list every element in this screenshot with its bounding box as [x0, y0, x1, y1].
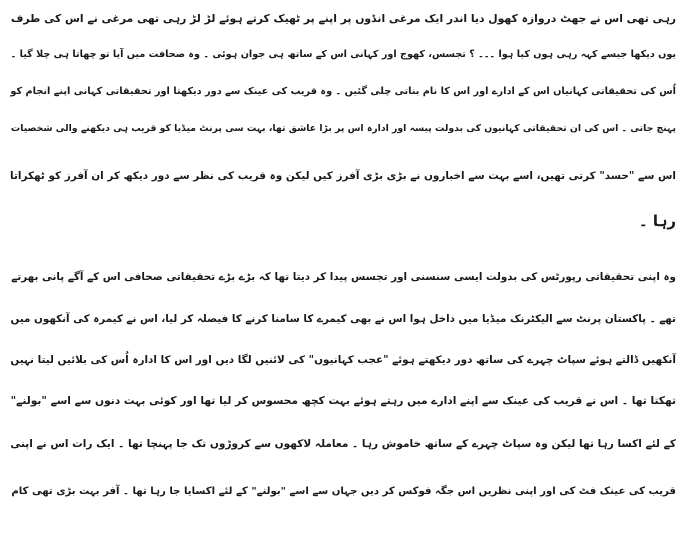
text-line: رہی تھی اس نے جھٹ دروازہ کھول دیا اندر ایک مرغی انڈوں پر اپنے پر ٹھیک کرتے ہوئے لڑ لڑ رہی تھی مرغی نے اس کی طرف: [10, 12, 676, 25]
text-line: یوں دیکھا جیسے کہہ رہی ہوں کیا ہوا ۔۔۔ ؟ تجسس، کھوج اور کہانی اس کے ساتھ ہی جوان ہوئی ۔ وہ صحافت میں آیا تو چھاتا ہی چلا گیا ۔: [10, 49, 676, 60]
text-line: تھے ۔ پاکستان پرنٹ سے الیکٹرنک میڈیا میں داخل ہوا اس نے بھی کیمرے کا سامنا کرنے کا فیصلہ کر لیا، اس نے کیمرہ کی آنکھوں میں: [10, 313, 676, 325]
text-line: وہ اپنی تحقیقاتی رپورٹس کی بدولت ایسی سنسنی اور تجسس پیدا کر دیتا تھا کہ بڑے بڑے تحقیقاتی صحافی اس کے آگے پانی بھرتے: [11, 271, 676, 283]
text-line: تھکتا تھا ۔ اس نے قریب کی عینک سے اپنے ادارے میں رہتے ہوئے بہت کچھ محسوس کر لیا تھا اور کوئی بہت دنوں سے اسے "بولنے": [10, 394, 676, 407]
text-line: قریب کی عینک فٹ کی اور اپنی نظریں اس جگہ فوکس کر دیں جہاں سے اسے "بولنے" کے لئے اکسایا جا رہا تھا ۔ آفر بہت بڑی تھی کام: [11, 486, 676, 497]
text-line: اُس کی تحقیقاتی کہانیاں اس کے ادارے اور اس کا نام بناتی چلی گئیں ۔ وہ قریب کی عینک سے دور دیکھتا اور تحقیقاتی کہانی اپنے انجام کو: [10, 86, 676, 97]
text-line: پہنچ جاتی ۔ اس کی ان تحقیقاتی کہانیوں کی بدولت پیسہ اور ادارہ اس پر بڑا عاشق تھا، بہت سی پرنٹ میڈیا کو قریب ہی دیکھنے والی شخصیات: [10, 123, 676, 134]
text-line: آنکھیں ڈالتے ہوئے سپاٹ چہرے کی ساتھ دور دیکھتے ہوئے "عجب کہانیوں" کی لائنیں لگا دیں اور اس کا ادارہ اُس کی بلائیں لیتا نہیں: [10, 354, 676, 366]
text-line: اس سے "حسد" کرتی تھیں، اسے بہت سے اخباروں نے بڑی بڑی آفرز کیں لیکن وہ قریب کی نظر سے دور دیکھ کر ان آفرز کو ٹھکراتا: [10, 170, 676, 182]
text-line: کے لئے اکسا رہا تھا لیکن وہ سپاٹ چہرے کے ساتھ خاموش رہا ۔ معاملہ لاکھوں سے کروڑوں تک جا پہنچا تھا ۔ ایک رات اس نے اپنی: [10, 438, 676, 450]
text-line: رہا ۔: [638, 212, 676, 230]
